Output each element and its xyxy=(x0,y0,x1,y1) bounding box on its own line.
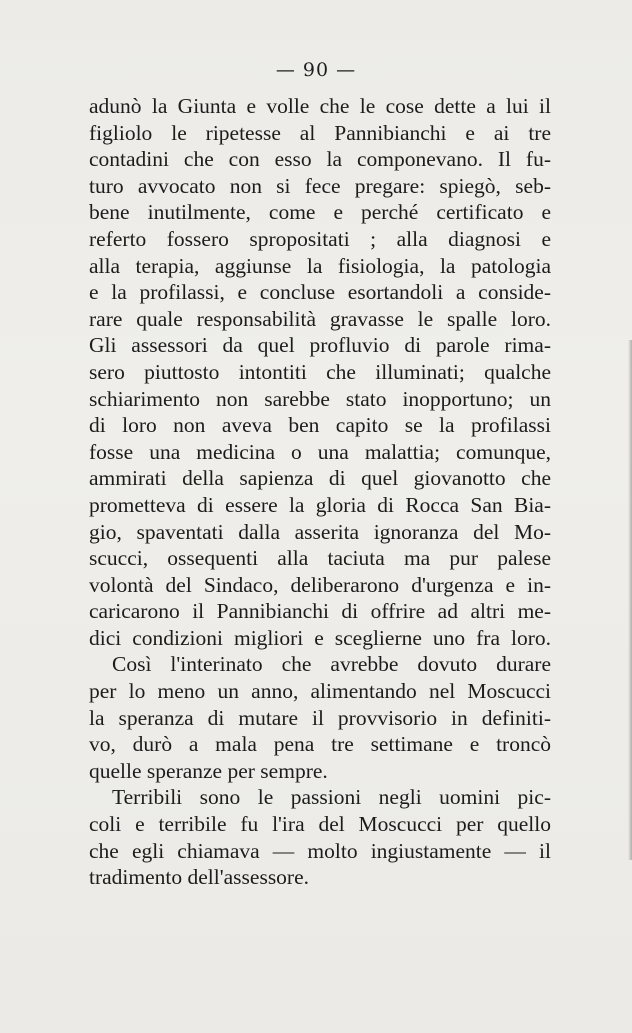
text-line: e la profilassi, e concluse esortandoli a conside- xyxy=(89,280,551,305)
text-line: vo, durò a mala pena tre settimane e troncò xyxy=(89,732,551,757)
text-line: referto fossero spropositati ; alla diagnosi e xyxy=(89,226,551,251)
text-line: che egli chiamava — molto ingiustamente — il xyxy=(89,838,551,863)
text-line: sero piuttosto intontiti che illuminati; qualche xyxy=(89,359,551,384)
body-text xyxy=(89,93,551,891)
text-line: adunò la Giunta e volle che le cose dette a lui il xyxy=(89,94,551,118)
page-edge-shadow xyxy=(628,340,632,860)
text-line: di loro non aveva ben capito se la profilassi xyxy=(89,413,551,438)
text-line: Così l'interinato che avrebbe dovuto durare xyxy=(112,652,551,677)
text-line: Gli assessori da quel profluvio di parole rima- xyxy=(89,333,551,358)
page-number: — 90 — xyxy=(275,59,357,81)
text-line: volontà del Sindaco, deliberarono d'urgenza e in- xyxy=(89,572,551,597)
text-line: tradimento dell'assessore. xyxy=(89,865,310,890)
text-line: turo avvocato non si fece pregare: spiegò, seb- xyxy=(89,173,551,198)
text-line: quelle speranze per sempre. xyxy=(89,758,328,783)
text-line: prometteva di essere la gloria di Rocca San Bia- xyxy=(89,492,551,517)
paragraph xyxy=(89,784,551,890)
text-line: schiarimento non sarebbe stato inopportuno; un xyxy=(89,386,551,411)
text-line: scucci, ossequenti alla taciuta ma pur palese xyxy=(89,546,551,571)
text-line: contadini che con esso la componevano. Il fu- xyxy=(89,147,551,172)
paragraph xyxy=(89,93,551,651)
text-line: caricarono il Pannibianchi di offrire ad altri me- xyxy=(89,599,551,624)
text-line: ammirati della sapienza di quel giovanotto che xyxy=(89,466,551,491)
text-line: bene inutilmente, come e perché certificato e xyxy=(89,200,551,225)
text-line: dici condizioni migliori e sceglierne uno fra loro. xyxy=(89,625,551,650)
paragraph xyxy=(89,651,551,784)
text-line: per lo meno un anno, alimentando nel Moscucci xyxy=(89,679,551,704)
text-line: fosse una medicina o una malattia; comunque, xyxy=(89,439,551,464)
text-line: Terribili sono le passioni negli uomini pic- xyxy=(112,785,551,810)
text-line: gio, spaventati dalla asserita ignoranza del Mo- xyxy=(89,519,551,544)
text-line: figliolo le ripetesse al Pannibianchi e ai tre xyxy=(89,120,551,145)
text-line: coli e terribile fu l'ira del Moscucci per quello xyxy=(89,812,551,837)
text-line: la speranza di mutare il provvisorio in definiti- xyxy=(89,705,551,730)
text-line: alla terapia, aggiunse la fisiologia, la patologia xyxy=(89,253,551,278)
text-line: rare quale responsabilità gravasse le spalle loro. xyxy=(89,306,551,331)
